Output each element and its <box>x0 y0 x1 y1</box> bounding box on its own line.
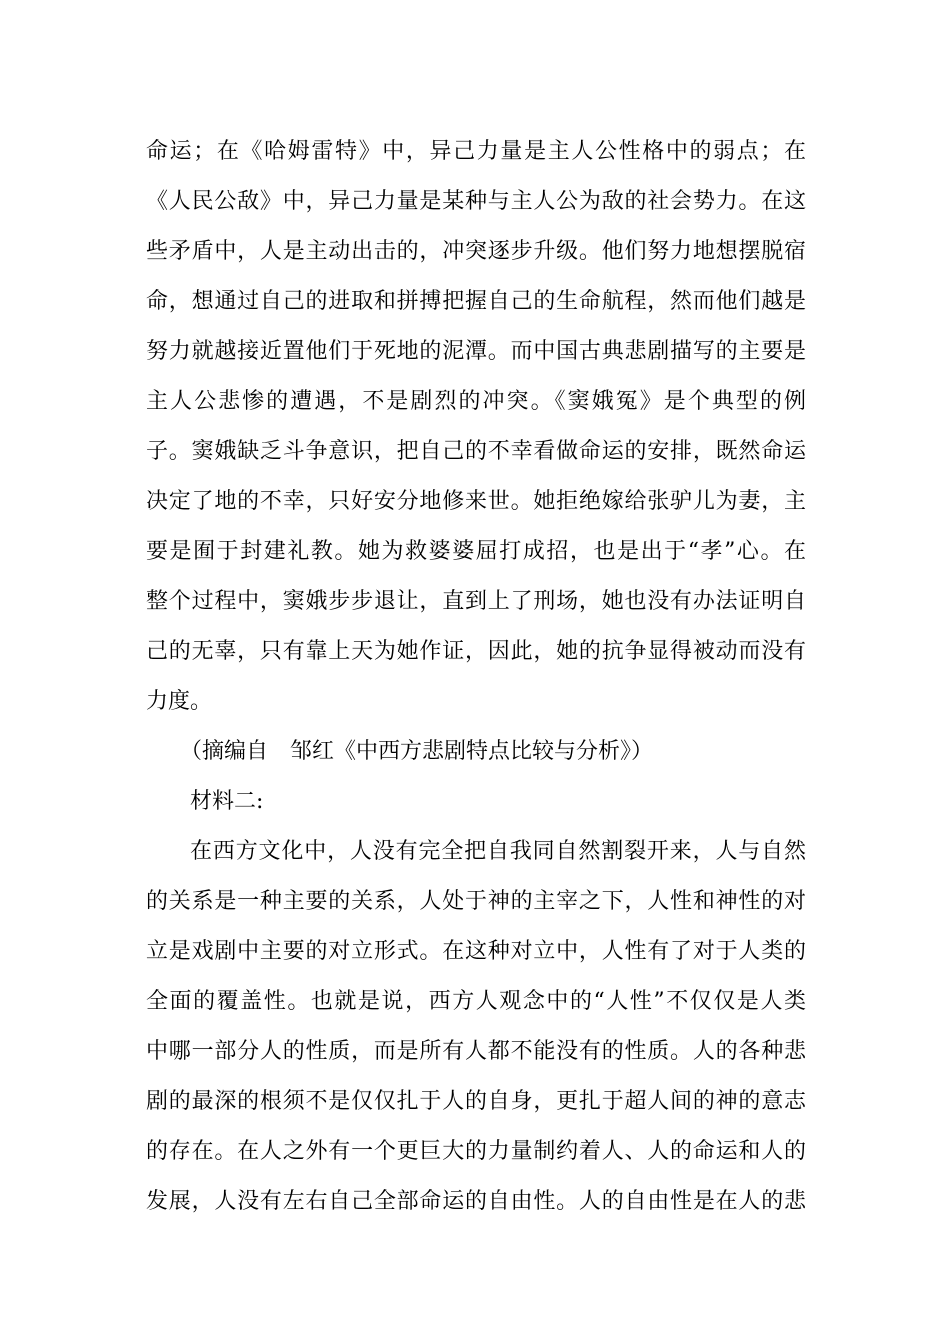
paragraph-line: 力度。 <box>146 689 213 714</box>
paragraph-line: 剧的最深的根须不是仅仅扎于人的自身，更扎于超人间的神的意志 <box>146 1089 806 1114</box>
paragraph-line: 在西方文化中，人没有完全把自我同自然割裂开来，人与自然 <box>190 839 806 864</box>
paragraph-line: 努力就越接近置他们于死地的泥潭。而中国古典悲剧描写的主要是 <box>146 339 806 364</box>
paragraph-line: 的关系是一种主要的关系，人处于神的主宰之下，人性和神性的对 <box>146 889 806 914</box>
paragraph-line: 子。窦娥缺乏斗争意识，把自己的不幸看做命运的安排，既然命运 <box>146 439 806 464</box>
paragraph-line: 决定了地的不幸，只好安分地修来世。她拒绝嫁给张驴儿为妻，主 <box>146 489 806 514</box>
paragraph-line: 立是戏剧中主要的对立形式。在这种对立中，人性有了对于人类的 <box>146 939 806 964</box>
section-heading: 材料二: <box>190 789 264 814</box>
paragraph-line: 《人民公敌》中，异己力量是某种与主人公为敌的社会势力。在这 <box>146 189 806 214</box>
paragraph-line: 命，想通过自己的进取和拼搏把握自己的生命航程，然而他们越是 <box>146 289 806 314</box>
source-citation: （摘编自 邹红《中西方悲剧特点比较与分析》） <box>180 739 654 764</box>
paragraph-line: 主人公悲惨的遭遇，不是剧烈的冲突。《窦娥冤》是个典型的例 <box>146 389 806 414</box>
paragraph-line: 己的无辜，只有靠上天为她作证，因此，她的抗争显得被动而没有 <box>146 639 806 664</box>
paragraph-line: 命运；在《哈姆雷特》中，异己力量是主人公性格中的弱点；在 <box>146 139 806 164</box>
paragraph-line: 些矛盾中，人是主动出击的，冲突逐步升级。他们努力地想摆脱宿 <box>146 239 806 264</box>
paragraph-line: 全面的覆盖性。也就是说，西方人观念中的“人性”不仅仅是人类 <box>146 989 806 1014</box>
paragraph-line: 整个过程中，窦娥步步退让，直到上了刑场，她也没有办法证明自 <box>146 589 806 614</box>
paragraph-line: 要是囿于封建礼教。她为救婆婆屈打成招，也是出于“孝”心。在 <box>146 539 806 564</box>
paragraph-line: 中哪一部分人的性质，而是所有人都不能没有的性质。人的各种悲 <box>146 1039 806 1064</box>
paragraph-line: 发展，人没有左右自己全部命运的自由性。人的自由性是在人的悲 <box>146 1189 806 1214</box>
paragraph-line: 的存在。在人之外有一个更巨大的力量制约着人、人的命运和人的 <box>146 1139 806 1164</box>
